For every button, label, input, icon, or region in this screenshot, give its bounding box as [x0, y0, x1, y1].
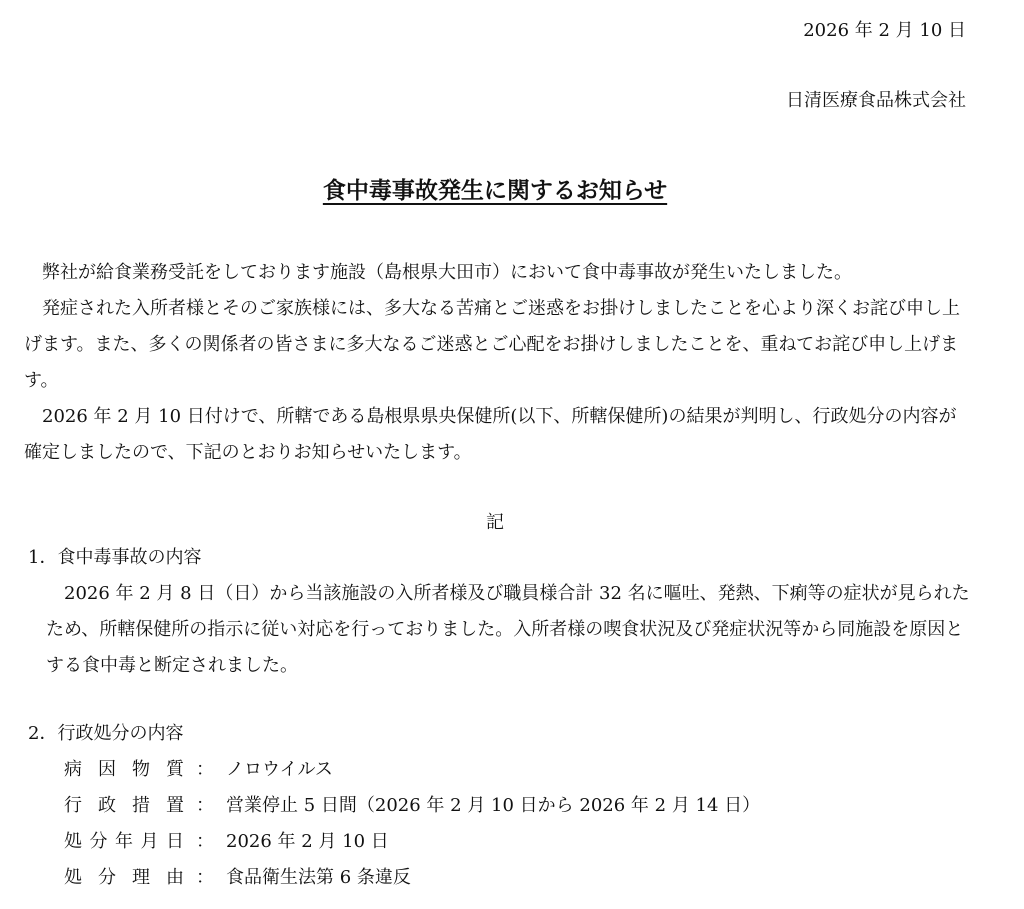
notice-title: 食中毒事故発生に関するお知らせ: [322, 178, 668, 204]
ki-heading: 記: [486, 512, 504, 533]
section-body: 2026 年 2 月 8 日（日）から当該施設の入所者様及び職員様合計 32 名に嘔吐、発熱、下痢等の症状が見られたため、所轄保健所の指示に従い対応を行っておりました。入所者様の喫食状況及び発症状況等から同施設を原因とする食中毒と断定されました。: [46, 583, 970, 676]
detail-label: 処分年月日: [64, 831, 184, 852]
detail-row-measure: [28, 788, 973, 824]
detail-value: 営業停止 5 日間（2026 年 2 月 10 日から 2026 年 2 月 14 日）: [226, 795, 761, 816]
detail-label: 行政措置: [64, 795, 184, 816]
section-administrative-action: [28, 716, 973, 896]
intro-paragraph: 弊社が給食業務受託をしております施設（島根県大田市）において食中毒事故が発生いたしました。: [42, 262, 852, 283]
detail-separator: ：: [196, 795, 214, 816]
intro-text: [24, 255, 974, 471]
detail-value: 2026 年 2 月 10 日: [226, 831, 389, 852]
intro-paragraph: 発症された入所者様とそのご家族様には、多大なる苦痛とご迷惑をお掛けしましたことを心より深くお詫び申し上げます。また、多くの関係者の皆さまに多大なるご迷惑とご心配をお掛けしましたことを、重ねてお詫び申し上げます。: [24, 298, 960, 391]
section-heading: 2．行政処分の内容: [28, 723, 184, 744]
detail-row-date: [28, 824, 973, 860]
notice-date: 2026 年 2 月 10 日: [803, 20, 966, 41]
detail-row-cause: [28, 752, 973, 788]
detail-value: ノロウイルス: [226, 759, 333, 780]
detail-row-reason: [28, 860, 973, 896]
company-name: 日清医療食品株式会社: [786, 90, 966, 111]
section-heading: 1．食中毒事故の内容: [28, 547, 202, 568]
detail-label: 処分理由: [64, 867, 184, 888]
detail-label: 病因物質: [64, 759, 184, 780]
detail-separator: ：: [196, 759, 214, 780]
detail-separator: ：: [196, 867, 214, 888]
detail-separator: ：: [196, 831, 214, 852]
detail-value: 食品衛生法第 6 条違反: [226, 867, 411, 888]
intro-paragraph: 2026 年 2 月 10 日付けで、所轄である島根県県央保健所(以下、所轄保健所)の結果が判明し、行政処分の内容が確定しましたので、下記のとおりお知らせいたします。: [24, 406, 957, 463]
section-incident-details: [28, 540, 973, 684]
